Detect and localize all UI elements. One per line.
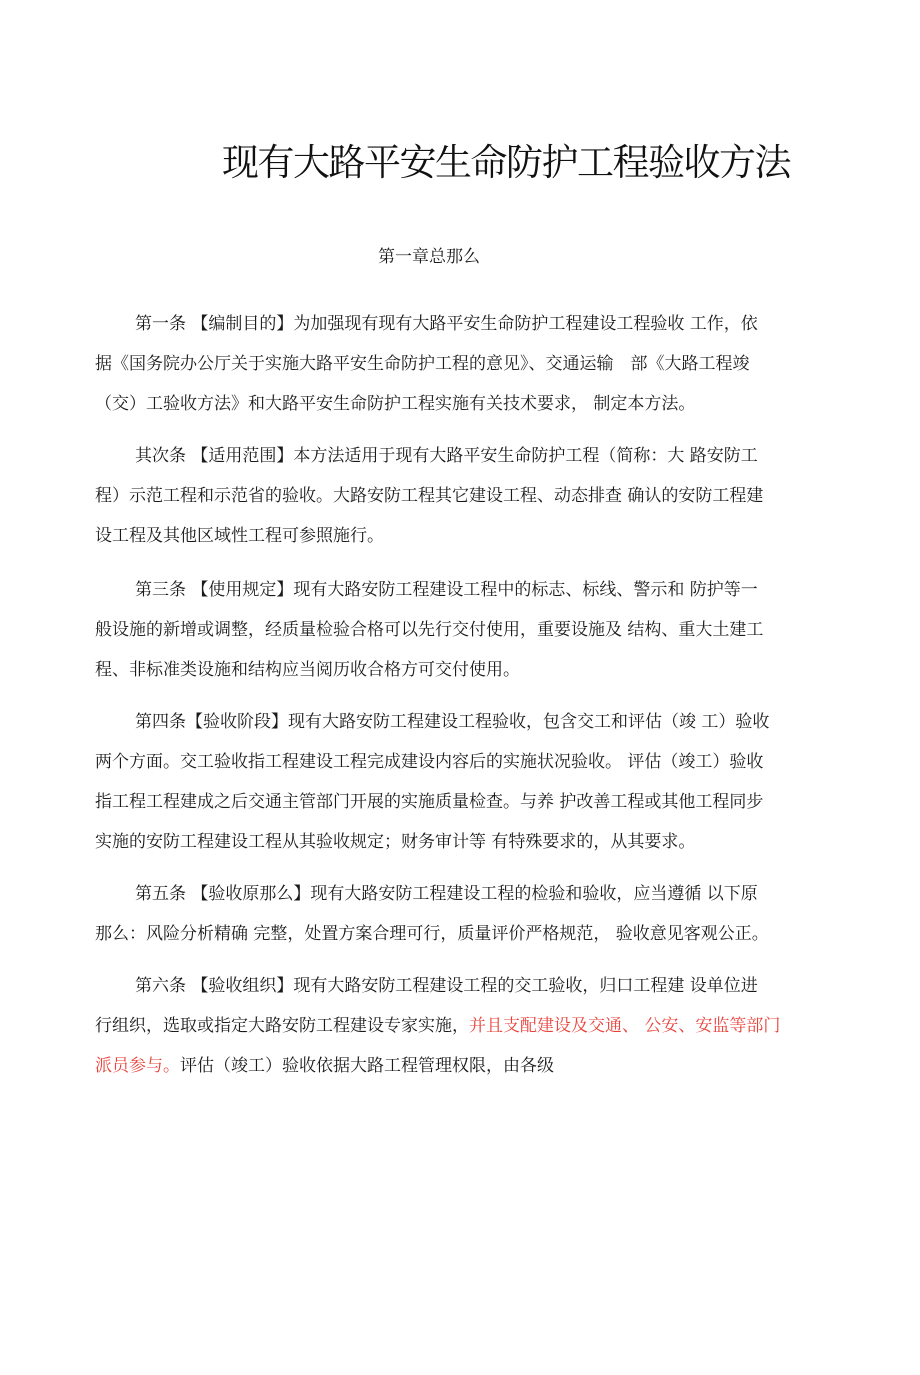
text-line: 第五条 【验收原那么】现有大路安防工程建设工程的检验和验收，应当遵循 以下原 xyxy=(135,884,758,904)
article-2 xyxy=(95,436,840,556)
article-6 xyxy=(95,966,840,1086)
article-5 xyxy=(95,874,840,954)
highlighted-text: 并且支配建设及交通、 公安、安监等部门 xyxy=(469,1016,781,1036)
article-3 xyxy=(95,570,840,690)
text-line: （交）工验收方法》和大路平安生命防护工程实施有关技术要求， 制定本方法。 xyxy=(95,394,696,414)
text-segment: 行组织，选取或指定大路安防工程建设专家实施， xyxy=(95,1016,469,1036)
text-line: 其次条 【适用范围】本方法适用于现有大路平安生命防护工程（简称：大 路安防工 xyxy=(135,446,758,466)
text-line: 第三条 【使用规定】现有大路安防工程建设工程中的标志、标线、警示和 防护等一 xyxy=(135,580,758,600)
text-line: 第一条 【编制目的】为加强现有现有大路平安生命防护工程建设工程验收 工作，依 xyxy=(135,314,758,334)
text-segment: 评估（竣工）验收依据大路工程管理权限，由各级 xyxy=(180,1056,554,1076)
text-line: 设工程及其他区域性工程可参照施行。 xyxy=(95,526,384,546)
text-line: 般设施的新增或调整，经质量检验合格可以先行交付使用，重要设施及 结构、重大土建工 xyxy=(95,620,764,640)
article-4 xyxy=(95,702,840,862)
text-line: 指工程工程建成之后交通主管部门开展的实施质量检查。与养 护改善工程或其他工程同步 xyxy=(95,792,764,812)
highlighted-text: 派员参与。 xyxy=(95,1056,180,1076)
text-line: 第四条【验收阶段】现有大路安防工程建设工程验收，包含交工和评估（竣 工）验收 xyxy=(135,712,770,732)
text-line xyxy=(95,1046,840,1086)
text-line: 第六条 【验收组织】现有大路安防工程建设工程的交工验收，归口工程建 设单位进 xyxy=(135,976,758,996)
text-line: 两个方面。交工验收指工程建设工程完成建设内容后的实施状况验收。 评估（竣工）验收 xyxy=(95,752,764,772)
text-line: 据《国务院办公厅关于实施大路平安生命防护工程的意见》、交通运输 部《大路工程竣 xyxy=(95,354,750,374)
document-title: 现有大路平安生命防护工程验收方法 xyxy=(222,141,790,184)
chapter-heading: 第一章总那么 xyxy=(378,247,480,267)
article-1 xyxy=(95,304,840,424)
text-line: 程、非标准类设施和结构应当阅历收合格方可交付使用。 xyxy=(95,660,520,680)
text-line: 实施的安防工程建设工程从其验收规定；财务审计等 有特殊要求的，从其要求。 xyxy=(95,832,696,852)
text-line: 程）示范工程和示范省的验收。大路安防工程其它建设工程、动态排查 确认的安防工程建 xyxy=(95,486,764,506)
text-line xyxy=(95,1006,840,1046)
text-line: 那么：风险分析精确 完整，处置方案合理可行，质量评价严格规范， 验收意见客观公正。 xyxy=(95,924,769,944)
